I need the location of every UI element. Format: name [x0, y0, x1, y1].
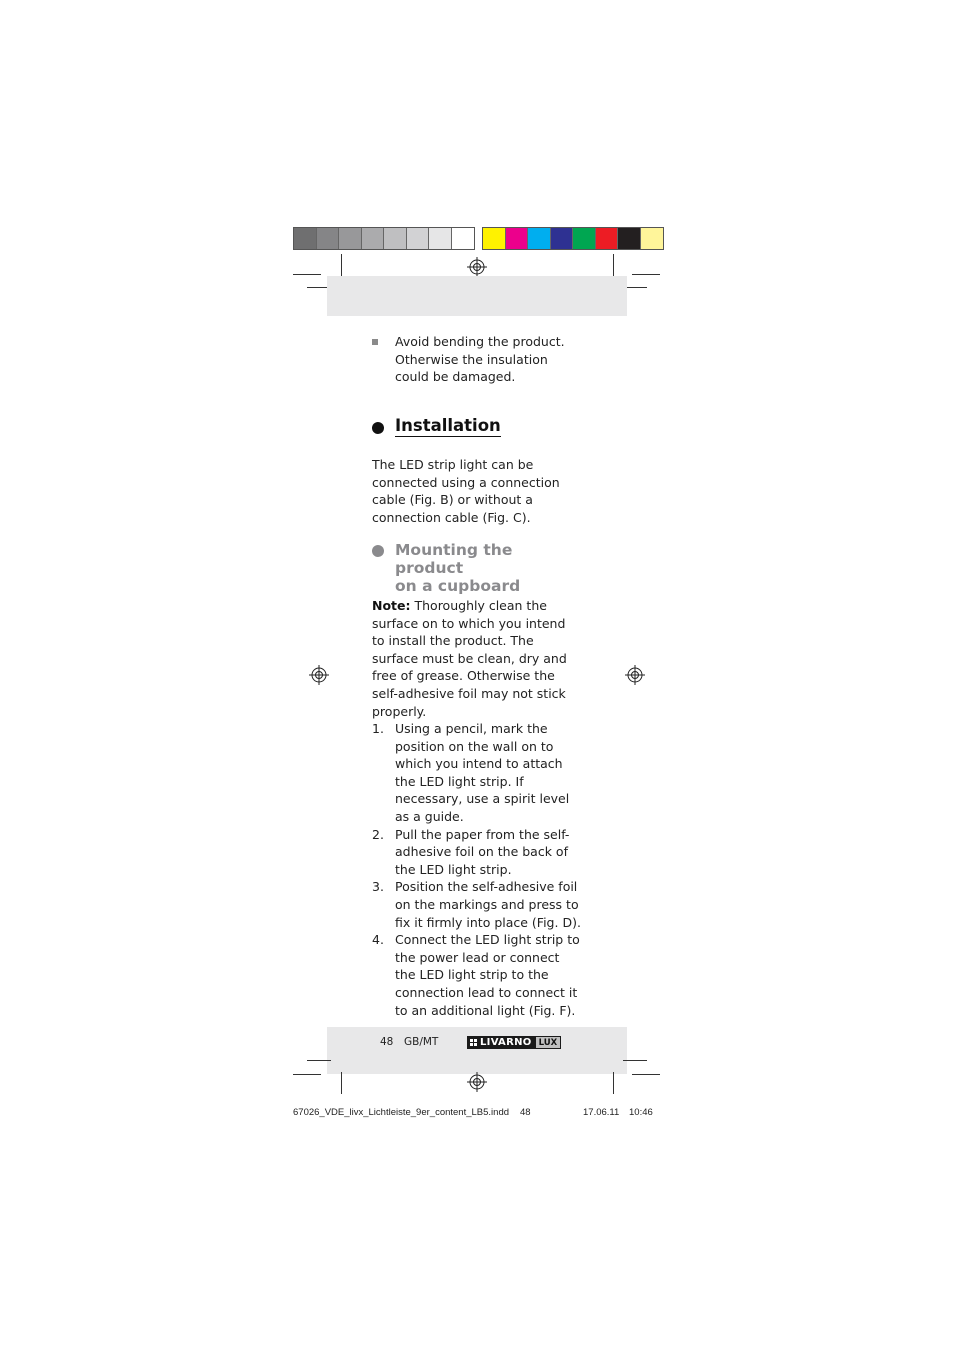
step-number: 3. — [372, 879, 384, 895]
color-swatch — [339, 228, 362, 249]
note-text: Thoroughly clean the surface on to which you intend to install the product. The surface must be clean, dry and free of grease. Otherwise the self-adhesive foil may not stick properly. — [372, 598, 567, 719]
logo-main-text: LIVARNO — [480, 1037, 532, 1048]
list-item — [372, 826, 582, 879]
registration-mark-icon — [467, 257, 487, 277]
filled-circle-bullet-icon — [372, 422, 384, 434]
list-item — [372, 931, 582, 1019]
installation-heading: Installation — [395, 416, 501, 435]
crop-mark — [293, 274, 321, 275]
step-text: Position the self-adhesive foil on the markings and press to fix it firmly into place (Fig. D). — [395, 879, 581, 930]
step-number: 2. — [372, 826, 384, 842]
header-band — [327, 276, 627, 316]
color-calibration-bar — [293, 227, 664, 250]
list-item — [372, 878, 582, 931]
color-swatch — [317, 228, 340, 249]
color-swatch — [294, 228, 317, 249]
bullet-text: Avoid bending the product. Otherwise the insulation could be damaged. — [395, 334, 565, 385]
page-number: 48 — [380, 1036, 394, 1048]
installation-section-heading — [372, 416, 501, 437]
color-swatch — [528, 228, 551, 249]
color-swatch — [596, 228, 619, 249]
livarno-lux-logo — [467, 1036, 561, 1049]
slug-time: 10:46 — [629, 1107, 653, 1118]
crop-mark — [341, 254, 342, 276]
note-label: Note: — [372, 598, 411, 613]
note-paragraph — [372, 597, 577, 720]
crop-mark — [632, 274, 660, 275]
crop-mark — [623, 1060, 647, 1061]
step-text: Using a pencil, mark the position on the wall on to which you intend to attach the LED light strip. If necessary, use a spirit level as a guide. — [395, 721, 570, 824]
crop-mark — [293, 1074, 321, 1075]
list-item — [372, 720, 582, 826]
color-swatch — [362, 228, 385, 249]
language-code: GB/MT — [404, 1036, 439, 1048]
color-swatch — [641, 228, 664, 249]
color-swatch — [407, 228, 430, 249]
square-bullet-icon — [372, 339, 378, 345]
color-swatch — [452, 228, 475, 249]
color-swatches — [482, 227, 664, 250]
slug-date: 17.06.11 — [583, 1107, 620, 1118]
color-swatch — [551, 228, 574, 249]
color-swatch — [483, 228, 506, 249]
filled-circle-bullet-icon — [372, 545, 384, 557]
bullet-item — [372, 333, 582, 386]
step-number: 1. — [372, 721, 384, 736]
crop-mark — [341, 1072, 342, 1094]
logo-sub-text: LUX — [536, 1036, 562, 1049]
crop-mark — [613, 254, 614, 276]
mounting-heading-line1: Mounting the product — [395, 541, 513, 577]
color-swatch — [573, 228, 596, 249]
registration-mark-icon — [467, 1072, 487, 1092]
color-swatch — [618, 228, 641, 249]
installation-paragraph: The LED strip light can be connected using a connection cable (Fig. B) or without a connection cable (Fig. C). — [372, 457, 560, 525]
step-text: Connect the LED light strip to the power lead or connect the LED light strip to the connection lead to connect it to an additional light (Fig. F). — [395, 932, 580, 1018]
crop-mark — [307, 1060, 331, 1061]
color-swatch — [384, 228, 407, 249]
steps-list — [372, 720, 582, 1019]
color-swatch — [506, 228, 529, 249]
step-number: 4. — [372, 932, 384, 948]
grayscale-swatches — [293, 227, 475, 250]
slug-page: 48 — [520, 1107, 531, 1118]
crop-mark — [613, 1072, 614, 1094]
mounting-section-heading — [372, 541, 582, 595]
mounting-heading-line2: on a cupboard — [395, 577, 521, 595]
color-swatch — [429, 228, 452, 249]
registration-mark-icon — [309, 665, 329, 685]
crop-mark — [632, 1074, 660, 1075]
step-text: Pull the paper from the self-adhesive foil on the back of the LED light strip. — [395, 826, 570, 877]
slug-filename: 67026_VDE_livx_Lichtleiste_9er_content_LB5.indd — [293, 1107, 510, 1118]
registration-mark-icon — [625, 665, 645, 685]
footer-band — [327, 1027, 627, 1074]
logo-grid-icon — [470, 1039, 477, 1046]
